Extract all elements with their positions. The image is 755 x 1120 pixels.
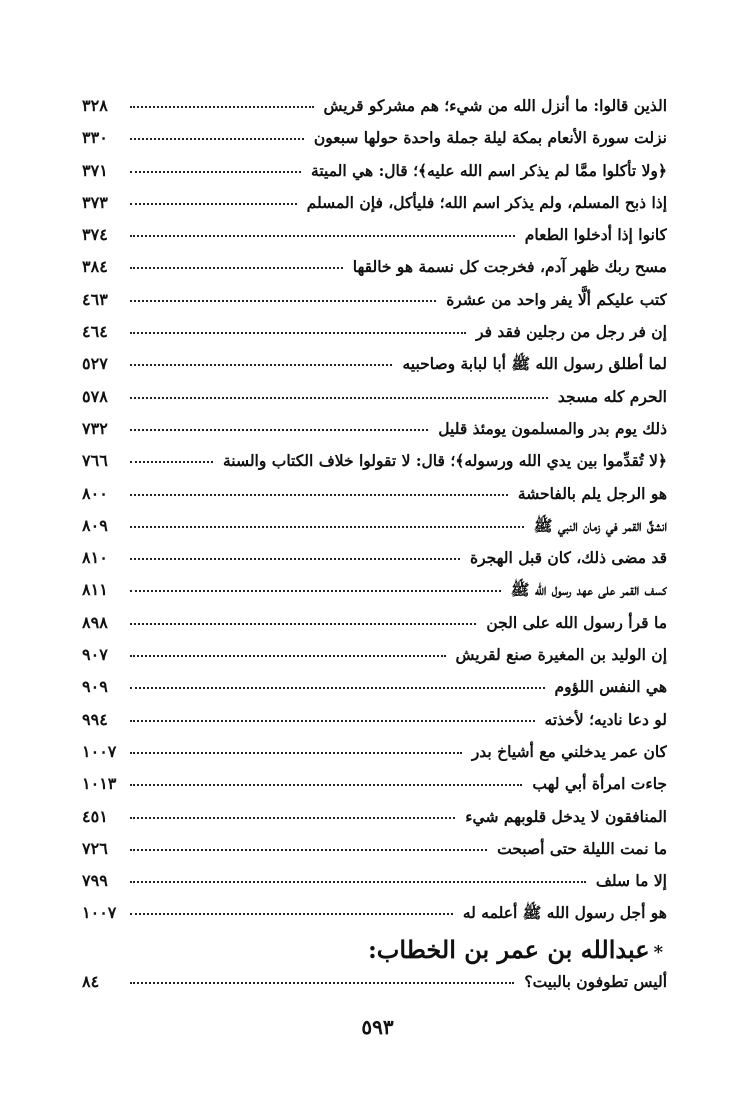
entry-page-ref: ٧٢٦ (82, 838, 108, 858)
entry-text: إن فر رجل من رجلين فقد فر (476, 322, 667, 342)
entry-text: ذلك يوم بدر والمسلمون يومئذ قليل (438, 418, 667, 438)
index-entry (82, 381, 667, 413)
entry-text: انشقَّ القمر في زمان النبي ﷺ (533, 515, 667, 535)
entry-page-ref: ٨١١ (82, 580, 108, 600)
index-entry (82, 445, 667, 477)
index-entry (82, 413, 667, 445)
entry-page-ref: ٩٠٩ (82, 677, 108, 697)
entry-text: إلا ما سلف (595, 871, 667, 891)
index-entry (82, 574, 667, 606)
dot-leader (130, 558, 460, 560)
entry-text: كان عمر يدخلني مع أشياخ بدر (471, 741, 667, 761)
entry-text: جاءت امرأة أبي لهب (532, 774, 667, 794)
section-heading (368, 935, 663, 964)
index-entry (82, 284, 667, 316)
entry-page-ref: ٧٩٩ (82, 871, 108, 891)
dot-leader (130, 623, 476, 625)
index-entry (82, 801, 667, 833)
index-entry (82, 833, 667, 865)
entry-page-ref: ٣٣٠ (82, 128, 108, 148)
entry-text: أليس تطوفون بالبيت؟ (524, 972, 667, 991)
dot-leader (130, 267, 343, 269)
dot-leader (130, 300, 436, 302)
entry-page-ref: ٤٥١ (82, 806, 108, 826)
entry-text: الذين قالوا: ما أنزل الله من شيء؛ هم مشركو قريش (323, 96, 667, 115)
dot-leader (130, 526, 524, 528)
entry-page-ref: ٣٧٤ (82, 225, 108, 245)
index-entry (82, 316, 667, 348)
entry-text: قد مضى ذلك، كان قبل الهجرة (469, 548, 667, 568)
entry-page-ref: ٧٣٢ (82, 418, 108, 438)
entry-text: لما أطلق رسول الله ﷺ أبا لبابة وصاحبيه (402, 354, 667, 374)
dot-leader (130, 590, 501, 592)
dot-leader (130, 881, 586, 883)
entry-page-ref: ٣٢٨ (82, 96, 108, 115)
entry-page-ref: ٨٩٨ (82, 612, 108, 632)
entry-page-ref: ٧٦٦ (82, 451, 108, 471)
index-entry (82, 122, 667, 154)
dot-leader (130, 397, 548, 399)
dot-leader (130, 752, 462, 754)
dot-leader (130, 461, 213, 463)
entry-page-ref: ١٠١٣ (82, 774, 117, 794)
dot-leader (130, 235, 515, 237)
entry-text: هو الرجل يلم بالفاحشة (517, 483, 667, 503)
entry-text: ما نمت الليلة حتى أصبحت (497, 838, 667, 858)
section-entries (82, 966, 667, 998)
entry-page-ref: ٨١٠ (82, 548, 108, 568)
entry-text: كسف القمر على عهد رسول الله ﷺ (510, 580, 667, 600)
entry-text: المنافقون لا يدخل قلوبهم شيء (465, 806, 667, 826)
heading-star-icon: * (653, 942, 663, 963)
entry-page-ref: ١٠٠٧ (82, 741, 117, 761)
entry-text: لو دعا ناديه؛ لأخذته (544, 709, 667, 729)
entry-text: مسح ربك ظهر آدم، فخرجت كل نسمة هو خالقها (352, 257, 667, 277)
entry-text: ما قرأ رسول الله على الجن (486, 612, 667, 632)
index-entry (82, 639, 667, 671)
entry-page-ref: ٥٢٧ (82, 354, 108, 374)
entry-page-ref: ٥٧٨ (82, 386, 108, 406)
index-entry (82, 251, 667, 283)
index-entry (82, 966, 667, 998)
entry-text: هو أجل رسول الله ﷺ أعلمه له (462, 903, 667, 923)
entry-page-ref: ٨٠٩ (82, 515, 108, 535)
entry-text: كانوا إذا أدخلوا الطعام (524, 225, 667, 245)
entry-text: هي النفس اللؤوم (554, 677, 667, 697)
entry-text: إن الوليد بن المغيرة صنع لقريش (455, 645, 667, 665)
entry-page-ref: ٣٧١ (82, 160, 108, 180)
dot-leader (130, 106, 314, 108)
page-number: ٥٩٣ (361, 1015, 394, 1039)
entry-page-ref: ٤٦٣ (82, 289, 108, 309)
index-entry (82, 90, 667, 122)
entry-text: ﴿ولا تأكلوا ممَّا لم يذكر اسم الله عليه﴾؛ قال: هي الميتة (311, 160, 667, 180)
index-entry (82, 478, 667, 510)
index-entry (82, 155, 667, 187)
index-entry (82, 671, 667, 703)
index-entry (82, 704, 667, 736)
dot-leader (130, 720, 535, 722)
entry-page-ref: ٤٦٤ (82, 322, 108, 342)
dot-leader (130, 171, 301, 173)
dot-leader (130, 817, 455, 819)
entry-text: كتب عليكم ألَّا يفر واحد من عشرة (446, 289, 667, 309)
dot-leader (130, 784, 522, 786)
index-entry (82, 768, 667, 800)
dot-leader (130, 138, 304, 140)
entry-page-ref: ٩٠٧ (82, 645, 108, 665)
index-entry (82, 510, 667, 542)
entry-text: الحرم كله مسجد (557, 386, 667, 406)
index-entries (82, 90, 667, 930)
dot-leader (130, 913, 453, 915)
dot-leader (130, 982, 514, 984)
dot-leader (130, 332, 466, 334)
index-entry (82, 607, 667, 639)
section-heading-text: عبدالله بن عمر بن الخطاب: (367, 935, 650, 964)
entry-text: نزلت سورة الأنعام بمكة ليلة جملة واحدة حولها سبعون (313, 128, 667, 148)
dot-leader (130, 687, 545, 689)
index-entry (82, 348, 667, 380)
dot-leader (130, 494, 508, 496)
entry-text: إذا ذبح المسلم، ولم يذكر اسم الله؛ فليأكل، فإن المسلم (306, 192, 667, 212)
index-entry (82, 897, 667, 929)
entry-page-ref: ٣٧٣ (82, 192, 108, 212)
index-entry (82, 219, 667, 251)
dot-leader (130, 849, 487, 851)
entry-page-ref: ١٠٠٧ (82, 903, 117, 923)
dot-leader (130, 203, 297, 205)
entry-page-ref: ٨٤ (82, 972, 100, 991)
dot-leader (130, 655, 446, 657)
entry-text: ﴿لا تُقدِّموا بين يدي الله ورسوله﴾؛ قال: لا تقولوا خلاف الكتاب والسنة (223, 451, 667, 471)
index-entry (82, 736, 667, 768)
dot-leader (130, 429, 428, 431)
entry-page-ref: ٨٠٠ (82, 483, 108, 503)
entry-page-ref: ٩٩٤ (82, 709, 108, 729)
dot-leader (130, 364, 392, 366)
entry-page-ref: ٣٨٤ (82, 257, 108, 277)
index-entry (82, 865, 667, 897)
index-entry (82, 187, 667, 219)
index-entry (82, 542, 667, 574)
